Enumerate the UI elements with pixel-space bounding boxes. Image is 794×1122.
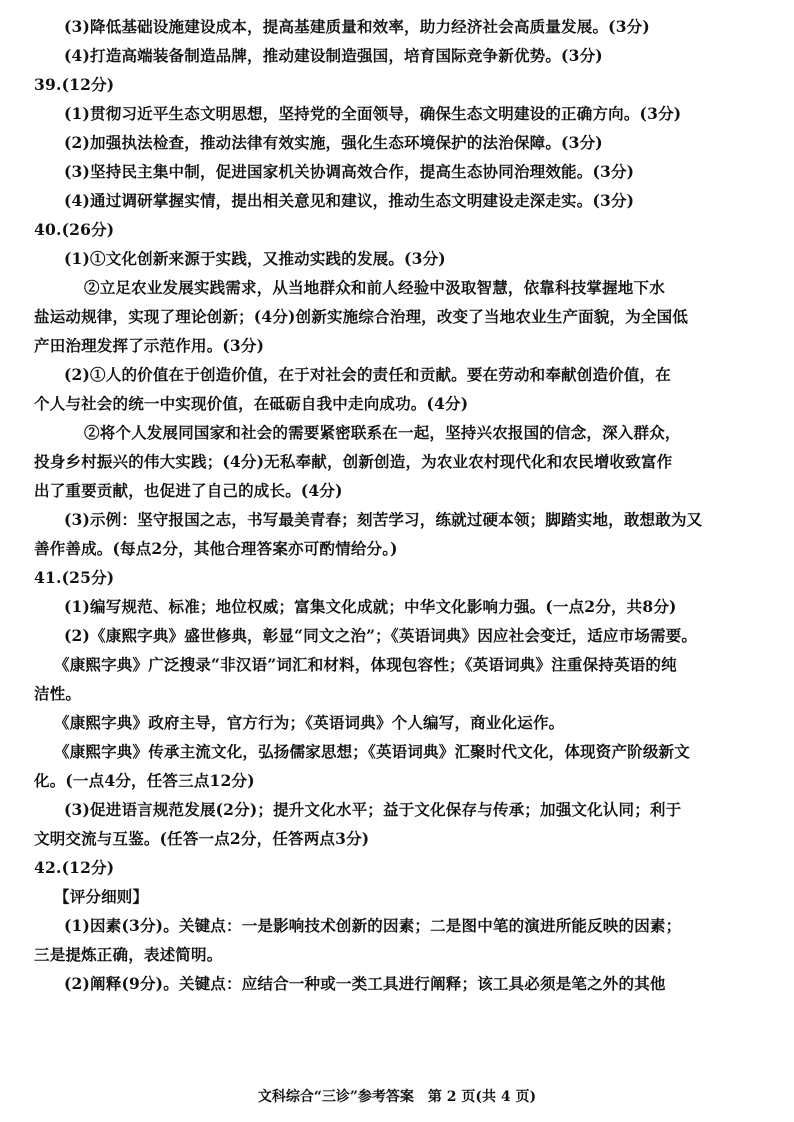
answer-line: 文明交流与互鉴。(任答一点2分，任答两点3分) (34, 829, 370, 848)
answer-line: 盐运动规律，实现了理论创新；(4分)创新实施综合治理，改变了当地农业生产面貌，为全国低 (34, 307, 689, 326)
answer-line: 40.(26分) (34, 220, 115, 239)
answer-line: 39.(12分) (34, 75, 115, 94)
page-footer: 文科综合“三诊”参考答案 第 2 页(共 4 页) (257, 1089, 537, 1105)
answer-line: 产田治理发挥了示范作用。(3分) (34, 336, 265, 355)
answer-line: (2)加强执法检查，推动法律有效实施，强化生态环境保护的法治保障。(3分) (64, 133, 603, 152)
answer-line: (3)坚持民主集中制，促进国家机关协调高效合作，提高生态协同治理效能。(3分) (64, 162, 635, 181)
answer-line: (2)《康熙字典》盛世修典，彰显“同文之治”；《英语词典》因应社会变迁，适应市场需要。 (64, 626, 698, 645)
answer-line: (3)促进语言规范发展(2分)；提升文化水平；益于文化保存与传承；加强文化认同；利于 (64, 800, 682, 819)
answer-line: 投身乡村振兴的伟大实践；(4分)无私奉献，创新创造，为农业农村现代化和农民增收致富作 (34, 452, 673, 471)
answer-line: (4)打造高端装备制造品牌，推动建设制造强国，培育国际竞争新优势。(3分) (64, 46, 603, 65)
answer-line: 《康熙字典》广泛搜录“非汉语”词汇和材料，体现包容性；《英语词典》注重保持英语的纯 (54, 655, 677, 674)
answer-line: (1)①文化创新来源于实践，又推动实践的发展。(3分) (64, 249, 446, 268)
answer-line: (3)降低基础设施建设成本，提高基建质量和效率，助力经济社会高质量发展。(3分) (64, 17, 650, 36)
answer-line: 【评分细则】 (54, 887, 149, 906)
answer-line: 化。(一点4分，任答三点12分) (34, 771, 255, 790)
answer-line: ②将个人发展同国家和社会的需要紧密联系在一起，坚持兴农报国的信念，深入群众， (84, 423, 681, 442)
answer-line: (2)阐释(9分)。关键点：应结合一种或一类工具进行阐释；该工具必须是笔之外的其他 (64, 974, 666, 993)
answer-line: 41.(25分) (34, 568, 115, 587)
answer-line: (1)贯彻习近平生态文明思想，坚持党的全面领导，确保生态文明建设的正确方向。(3分) (64, 104, 682, 123)
answer-line: 《康熙字典》传承主流文化，弘扬儒家思想；《英语词典》汇聚时代文化，体现资产阶级新文 (54, 742, 690, 761)
answer-line: 出了重要贡献，也促进了自己的成长。(4分) (34, 481, 343, 500)
answer-body (34, 12, 748, 998)
answer-line: 三是提炼正确，表述简明。 (34, 945, 223, 964)
answer-line: 42.(12分) (34, 858, 115, 877)
answer-line: (1)编写规范、标准；地位权威；富集文化成就；中华文化影响力强。(一点2分，共8分) (64, 597, 677, 616)
answer-line: (4)通过调研掌握实情，提出相关意见和建议，推动生态文明建设走深走实。(3分) (64, 191, 635, 210)
answer-line: (2)①人的价值在于创造价值，在于对社会的责任和贡献。要在劳动和奉献创造价值，在 (64, 365, 671, 384)
answer-line: (1)因素(3分)。关键点：一是影响技术创新的因素；二是图中笔的演进所能反映的因素； (64, 916, 682, 935)
answer-line: (3)示例：坚守报国之志，书写最美青春；刻苦学习，练就过硬本领；脚踏实地，敢想敢为又 (64, 510, 703, 529)
answer-line: 洁性。 (34, 684, 82, 703)
answer-line: 个人与社会的统一中实现价值，在砥砺自我中走向成功。(4分) (34, 394, 469, 413)
answer-line: 善作善成。(每点2分，其他合理答案亦可酌情给分。) (34, 539, 398, 558)
answer-line: ②立足农业发展实践需求，从当地群众和前人经验中汲取智慧，依靠科技掌握地下水 (84, 278, 665, 297)
answer-line: 《康熙字典》政府主导，官方行为；《英语词典》个人编写，商业化运作。 (54, 713, 565, 732)
